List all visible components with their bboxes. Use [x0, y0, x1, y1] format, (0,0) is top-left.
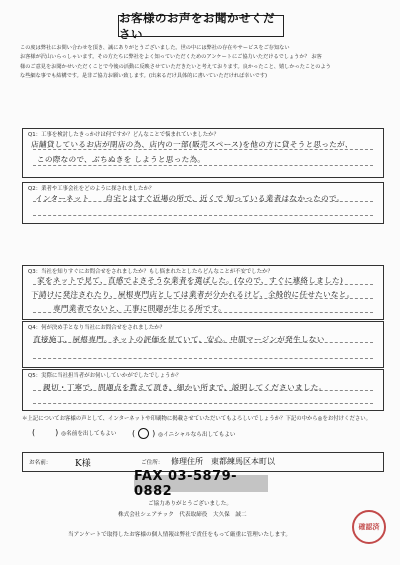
answer-5-line-1: 親切・丁寧で、問題点を教えて頂き、細かい所まで、説明してくださいました。 [42, 383, 327, 392]
answer-1-line-2: この際なので、ぶちぬきを しようと思った為。 [36, 155, 206, 164]
question-box-3 [22, 265, 384, 320]
address-label: ご住所： [141, 460, 164, 466]
fax-number: FAX 03-5879-0882 [134, 475, 268, 492]
address-value: 修理住所 東都練馬区本町以 [171, 457, 275, 466]
name-label: お名前： [29, 460, 52, 466]
consent-option-name-label: ◎名前を出してもよい [61, 430, 117, 437]
company-signature: 株式会社シェアテック 代表取締役 大久保 誠二 [118, 512, 247, 518]
survey-title: お客様のお声をお聞かせください [118, 15, 284, 37]
answer-3-line-1: 家をネットで見て、直感でよさそうな業者を選ばした。(なので、すぐに連絡しました) [36, 276, 344, 285]
consent-option-initial-label: ◎イニシャルなら出してもよい [158, 431, 236, 438]
consent-option-name[interactable]: ( ) ◎名前を出してもよい [32, 428, 117, 437]
question-text-2: Q2：業者や工事会社をどのように探されましたか？ [28, 186, 155, 192]
answer-1-line-1: 店舗貸しているお店が閉店の為、店内の一部(販売スペース)を他の方に貸そうと思ったが、 [30, 140, 354, 149]
intro-text: この度は弊社にお問い合わせを頂き、誠にありがとうございました。世の中には弊社の存在やサービスをご存知ない お客様が沢山いらっしゃいます。その方たちに弊社をよく知っていただくためのアンケートにご協力いただけるでしょうか？ お客 様のご意見をお聞かせいただくことで今後の活動に反映させていただきたいと考えております。良かったこと、嬉しかったことのよう な些細な事でも結構です。是非ご協力お願い致します。(出来るだけ具体的に書いていただければ幸いです) [20, 45, 331, 79]
question-text-3: Q3：当社を知りすぐにお問合せをされましたか？もし悩まれたとしたらどんなことが不安でしたか？ [28, 269, 273, 275]
question-text-4: Q4：何が決め手となり当社にお問合せをされましたか？ [28, 325, 166, 331]
thanks-text: ご協力ありがとうございました。 [148, 501, 232, 507]
seal-stamp-icon: 確認済 [352, 510, 386, 544]
answer-3-line-2: 下請けに発注されたり、屋根専門店としては業者が分かれるけど、全般的に任せたいなと。 [30, 290, 355, 299]
question-text-1: Q1：工事を検討したきっかけは何ですか？どんなことで悩まれていましたか？ [28, 132, 219, 138]
answer-4-line-1: 直接施工、屋根専門。ネットの評価を見ていて、安心。中間マージンが発生しない [32, 335, 325, 344]
privacy-note: 当アンケートで取得したお客様の個人情報は弊社で責任をもって厳重に管理いたします。 [68, 532, 291, 538]
consent-option-initial[interactable]: ( ) ◎イニシャルなら出してもよい [132, 429, 236, 438]
answer-2-line-1: インターネット 自宅とはすぐ近場の所で、近くで 知っている業者はなかったので。 [34, 194, 345, 203]
question-text-5: Q5：実際に当社担当者がお伺いしていかがでしたでしょうか？ [28, 373, 182, 379]
name-value: K様 [75, 459, 91, 469]
question-box-2 [22, 182, 384, 224]
question-box-5 [22, 369, 384, 411]
question-box-4 [22, 321, 384, 368]
question-box-1 [22, 128, 384, 178]
consent-text: ＊上記についてお客様の声として、インターネットや印刷物に掲載させていただいてもよろしいでしょうか？下記の中から◎をお付けください。 [22, 416, 372, 422]
selected-mark-icon [138, 428, 149, 439]
answer-3-line-3: 専門業者でないと、工事に問題が生じる所です。 [52, 304, 227, 313]
